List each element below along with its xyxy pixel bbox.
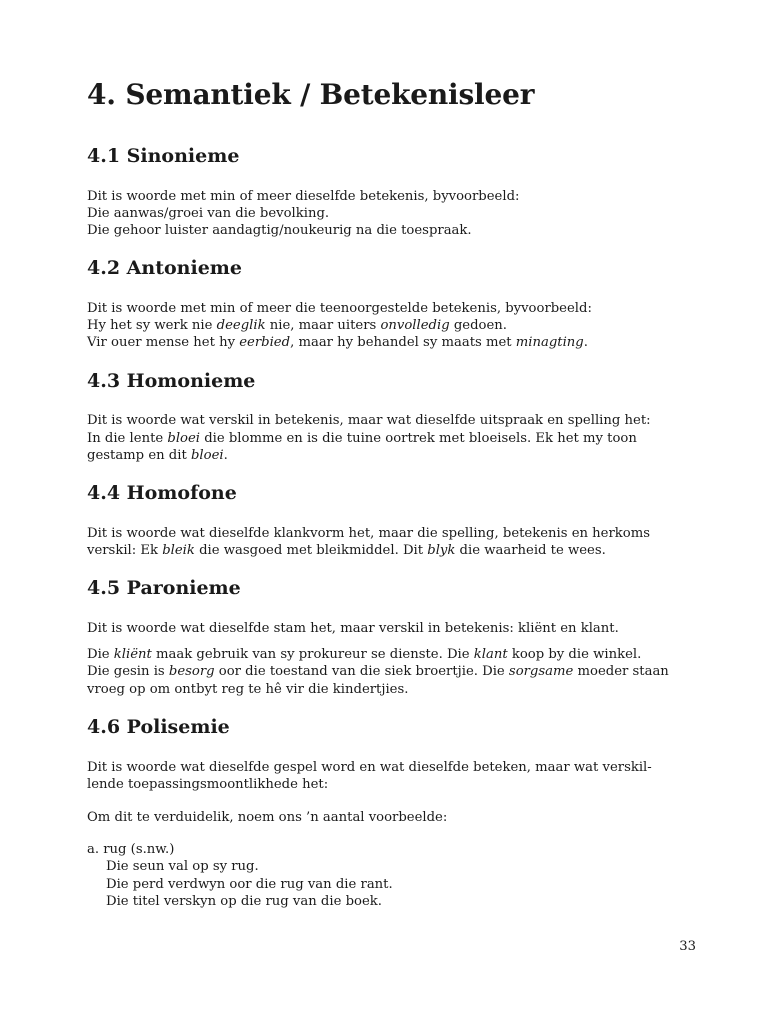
paragraph-line: Dit is woorde met min of meer dieselfde betekenis, byvoorbeeld: xyxy=(87,188,520,204)
document-page xyxy=(87,80,682,928)
section-heading: 4.5 Paronieme xyxy=(87,577,241,600)
text-run: maak gebruik van sy prokureur se dienste. Die xyxy=(151,647,474,663)
paragraph-line: Dit is woorde wat dieselfde gespel word en wat dieselfde beteken, maar wat verskil- xyxy=(87,759,652,775)
example-list xyxy=(87,841,682,910)
section-heading: 4.4 Homofone xyxy=(87,482,237,505)
text-run: gestamp en dit xyxy=(87,447,191,463)
text-run: gedoen. xyxy=(449,318,507,334)
text-run: koop by die winkel. xyxy=(507,647,642,663)
paragraph-line: Om dit te verduidelik, noem ons ’n aantal voorbeelde: xyxy=(87,810,448,826)
paragraph-line xyxy=(87,646,682,663)
section-heading: 4.3 Homonieme xyxy=(87,369,256,392)
section-heading: 4.1 Sinonieme xyxy=(87,144,240,167)
paragraph-line: vroeg op om ontbyt reg te hê vir die kindertjies. xyxy=(87,681,409,697)
paragraph-line: Dit is woorde met min of meer die teenoorgestelde betekenis, byvoorbeeld: xyxy=(87,301,592,316)
example-word: kliënt xyxy=(113,647,152,663)
list-item: Die seun val op sy rug. xyxy=(106,859,259,875)
paragraph-line xyxy=(87,663,682,680)
text-run: die waarheid te wees. xyxy=(455,543,606,559)
paragraph-line: Dit is woorde wat dieselfde klankvorm het, maar die spelling, betekenis en herkoms xyxy=(87,525,650,541)
text-run: Hy het sy werk nie xyxy=(87,318,217,334)
paragraph-line xyxy=(87,542,682,559)
paragraph-line xyxy=(87,334,682,351)
paragraph-line xyxy=(87,317,682,334)
section-sinonieme xyxy=(87,145,682,239)
chapter-title: 4. Semantiek / Betekenisleer xyxy=(87,78,535,111)
paragraph-line xyxy=(87,447,682,464)
text-run: oor die toestand van die siek broertjie. Die xyxy=(214,664,509,680)
paragraph-line: Dit is woorde wat verskil in betekenis, maar wat dieselfde uitspraak en spelling het: xyxy=(87,413,651,429)
list-item-head: a. rug (s.nw.) xyxy=(87,842,175,858)
paragraph-line: Die gehoor luister aandagtig/noukeurig na die toespraak. xyxy=(87,223,472,238)
paragraph-line: Dit is woorde wat dieselfde stam het, maar verskil in betekenis: kliënt en klant. xyxy=(87,621,619,637)
example-word: eerbied xyxy=(239,335,291,351)
text-run: die blomme en is die tuine oortrek met bloeisels. Ek het my toon xyxy=(200,430,637,446)
paragraph-line: lende toepassingsmoontlikhede het: xyxy=(87,776,329,792)
example-word: bleik xyxy=(162,543,195,559)
example-word: sorgsame xyxy=(508,664,574,680)
text-run: verskil: Ek xyxy=(87,543,163,559)
text-run: In die lente xyxy=(87,430,168,446)
example-word: blyk xyxy=(427,543,456,559)
text-run: moeder staan xyxy=(573,664,669,680)
example-word: minagting xyxy=(515,335,584,351)
text-run: Vir ouer mense het hy xyxy=(87,335,240,351)
section-heading: 4.6 Polisemie xyxy=(87,715,230,738)
section-homofone xyxy=(87,482,682,559)
paragraph-line xyxy=(87,430,682,447)
section-heading: 4.2 Antonieme xyxy=(87,257,242,280)
text-run: Die xyxy=(87,647,114,663)
example-word: deeglik xyxy=(216,318,266,334)
example-word: bloei xyxy=(190,447,224,463)
example-word: besorg xyxy=(168,664,215,680)
text-run: die wasgoed met bleikmiddel. Dit xyxy=(194,543,428,559)
section-paronieme xyxy=(87,577,682,698)
example-word: onvolledig xyxy=(380,318,450,334)
example-word: bloei xyxy=(167,430,200,446)
text-run: Die gesin is xyxy=(87,664,169,680)
example-word: klant xyxy=(473,647,508,663)
text-run: nie, maar uiters xyxy=(265,318,381,334)
page-number: 33 xyxy=(679,939,696,954)
text-run: . xyxy=(223,447,228,463)
list-item: Die titel verskyn op die rug van die boek. xyxy=(106,893,382,909)
text-run: . xyxy=(583,335,588,351)
section-homonieme xyxy=(87,370,682,464)
section-antonieme xyxy=(87,257,682,351)
text-run: , maar hy behandel sy maats met xyxy=(290,335,516,351)
list-item: Die perd verdwyn oor die rug van die rant. xyxy=(106,876,393,892)
section-polisemie xyxy=(87,716,682,910)
paragraph-line: Die aanwas/groei van die bevolking. xyxy=(87,205,330,221)
